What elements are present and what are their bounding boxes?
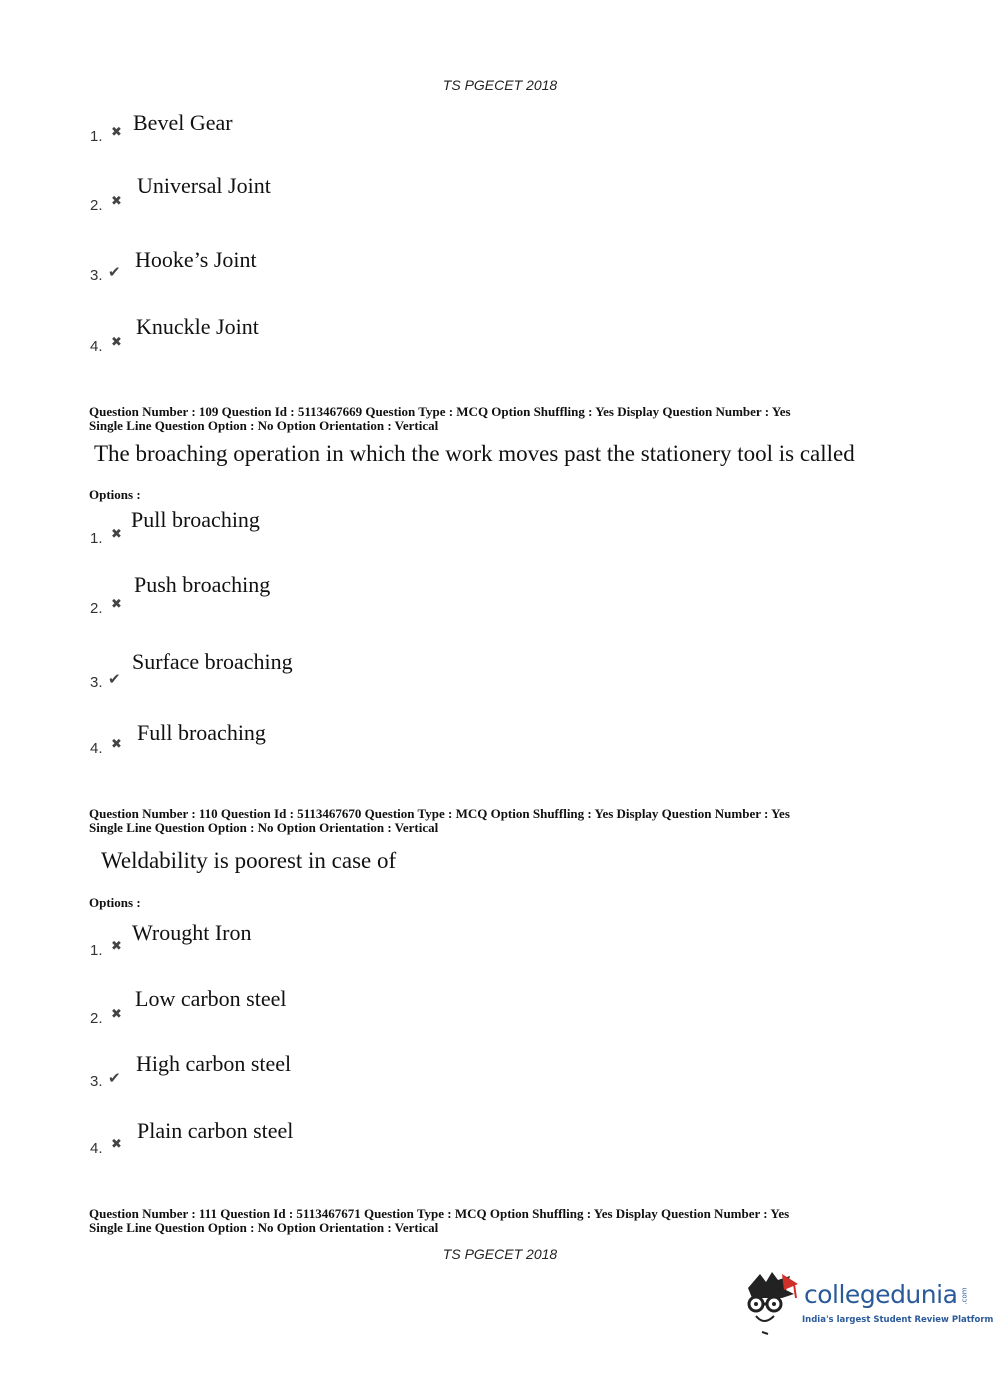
question-meta-line2: Single Line Question Option : No Option Orientation : Vertical	[89, 418, 439, 433]
option-number: 4.	[90, 338, 103, 355]
logo-tagline: India's largest Student Review Platform	[802, 1315, 994, 1325]
option-number: 1.	[90, 128, 103, 145]
option-number: 2.	[90, 197, 103, 214]
question-meta-line1: Question Number : 109 Question Id : 5113467669 Question Type : MCQ Option Shuffling : Yes Display Question Number : Yes	[89, 404, 791, 419]
option-text: Surface broaching	[132, 649, 293, 674]
check-icon: ✔	[108, 670, 121, 688]
cross-icon: ✖	[111, 194, 122, 209]
option-text: Push broaching	[134, 572, 271, 597]
option-text: Low carbon steel	[135, 986, 287, 1011]
question-meta-line1: Question Number : 111 Question Id : 5113467671 Question Type : MCQ Option Shuffling : Yes Display Question Number : Yes	[89, 1206, 790, 1221]
question-meta-line2: Single Line Question Option : No Option Orientation : Vertical	[89, 1220, 439, 1235]
cross-icon: ✖	[111, 125, 122, 140]
option-text: Full broaching	[137, 720, 266, 745]
question-meta-line1: Question Number : 110 Question Id : 5113467670 Question Type : MCQ Option Shuffling : Yes Display Question Number : Yes	[89, 806, 790, 821]
option-text: High carbon steel	[136, 1051, 292, 1076]
question-text: Weldability is poorest in case of	[101, 848, 397, 873]
option-number: 1.	[90, 942, 103, 959]
question-meta-line2: Single Line Question Option : No Option Orientation : Vertical	[89, 820, 439, 835]
options-label: Options :	[89, 487, 141, 502]
option-number: 2.	[90, 1010, 103, 1027]
check-icon: ✔	[108, 263, 121, 281]
option-text: Bevel Gear	[133, 110, 233, 135]
cross-icon: ✖	[111, 737, 122, 752]
option-number: 3.	[90, 1073, 103, 1090]
option-number: 3.	[90, 674, 103, 691]
option-text: Plain carbon steel	[137, 1118, 294, 1143]
option-number: 2.	[90, 600, 103, 617]
option-text: Universal Joint	[137, 173, 271, 198]
check-icon: ✔	[108, 1069, 121, 1087]
cross-icon: ✖	[111, 597, 122, 612]
option-number: 4.	[90, 1140, 103, 1157]
option-number: 4.	[90, 740, 103, 757]
option-number: 3.	[90, 267, 103, 284]
cross-icon: ✖	[111, 527, 122, 542]
options-label: Options :	[89, 895, 141, 910]
cross-icon: ✖	[111, 1137, 122, 1152]
collegedunia-logo	[742, 1268, 994, 1338]
option-text: Knuckle Joint	[136, 314, 259, 339]
logo-domain: .com	[960, 1287, 969, 1305]
page-header: TS PGECET 2018	[442, 77, 558, 93]
cross-icon: ✖	[111, 939, 122, 954]
option-text: Hooke’s Joint	[135, 247, 257, 272]
cross-icon: ✖	[111, 335, 122, 350]
option-text: Pull broaching	[131, 507, 260, 532]
logo-name: collegedunia	[804, 1280, 958, 1309]
page-footer-header: TS PGECET 2018	[442, 1246, 558, 1262]
option-text: Wrought Iron	[132, 920, 252, 945]
cross-icon: ✖	[111, 1007, 122, 1022]
mascot-icon	[742, 1268, 802, 1338]
option-number: 1.	[90, 530, 103, 547]
question-text: The broaching operation in which the work moves past the stationery tool is called	[94, 441, 855, 466]
